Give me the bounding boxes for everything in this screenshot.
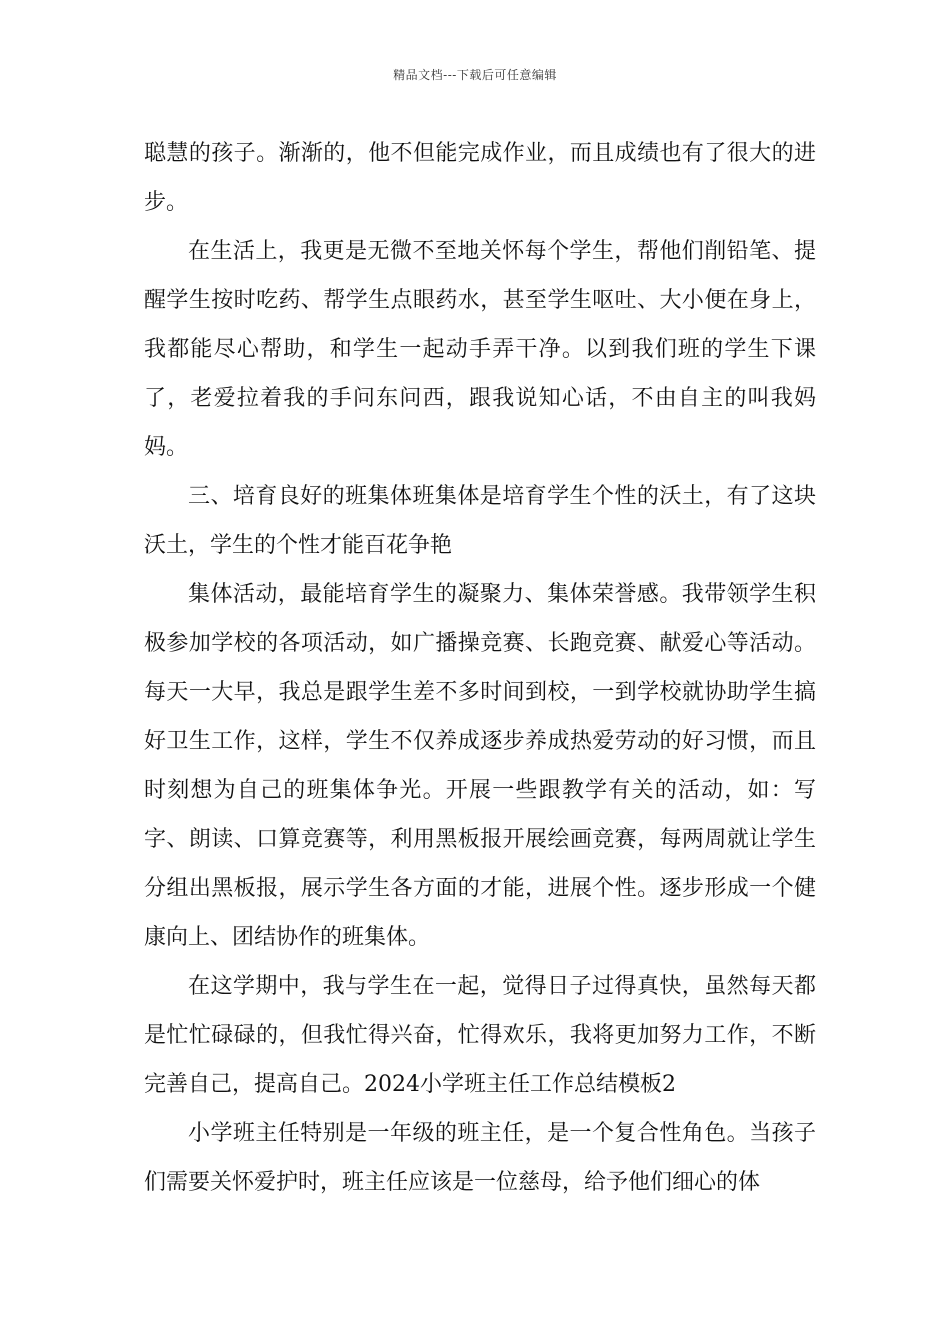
section-heading-class-collective: 三、培育良好的班集体班集体是培育学生个性的沃土，有了这块沃土，学生的个性才能百花争艳 bbox=[144, 484, 816, 558]
page-header: 精品文档---下载后可任意编辑 bbox=[393, 68, 557, 82]
paragraph-head-teacher-role: 小学班主任特别是一年级的班主任，是一个复合性角色。当孩子们需要关怀爱护时，班主任应该是一位慈母，给予他们细心的体 bbox=[144, 1121, 816, 1195]
paragraph-collective-activities: 集体活动，最能培育学生的凝聚力、集体荣誉感。我带领学生积极参加学校的各项活动，如广播操竞赛、长跑竞赛、献爱心等活动。每天一大早，我总是跟学生差不多时间到校，一到学校就协助学生搞好卫生工作，这样，学生不仅养成逐步养成热爱劳动的好习惯，而且时刻想为自己的班集体争光。开展一些跟教学有关的活动，如：写字、朗读、口算竞赛等，利用黑板报开展绘画竞赛，每两周就让学生分组出黑板报，展示学生各方面的才能，进展个性。逐步形成一个健康向上、团结协作的班集体。 bbox=[144, 582, 816, 950]
paragraph-continued: 聪慧的孩子。渐渐的，他不但能完成作业，而且成绩也有了很大的进步。 bbox=[144, 141, 816, 215]
document-body bbox=[144, 129, 816, 1207]
paragraph-life-care: 在生活上，我更是无微不至地关怀每个学生，帮他们削铅笔、提醒学生按时吃药、帮学生点眼药水，甚至学生呕吐、大小便在身上，我都能尽心帮助，和学生一起动手弄干净。以到我们班的学生下课了，老爱拉着我的手问东问西，跟我说知心话，不由自主的叫我妈妈。 bbox=[144, 239, 816, 460]
paragraph-semester-summary: 在这学期中，我与学生在一起，觉得日子过得真快，虽然每天都是忙忙碌碌的，但我忙得兴奋，忙得欢乐，我将更加努力工作，不断完善自己，提高自己。2024小学班主任工作总结模板2 bbox=[144, 974, 816, 1097]
